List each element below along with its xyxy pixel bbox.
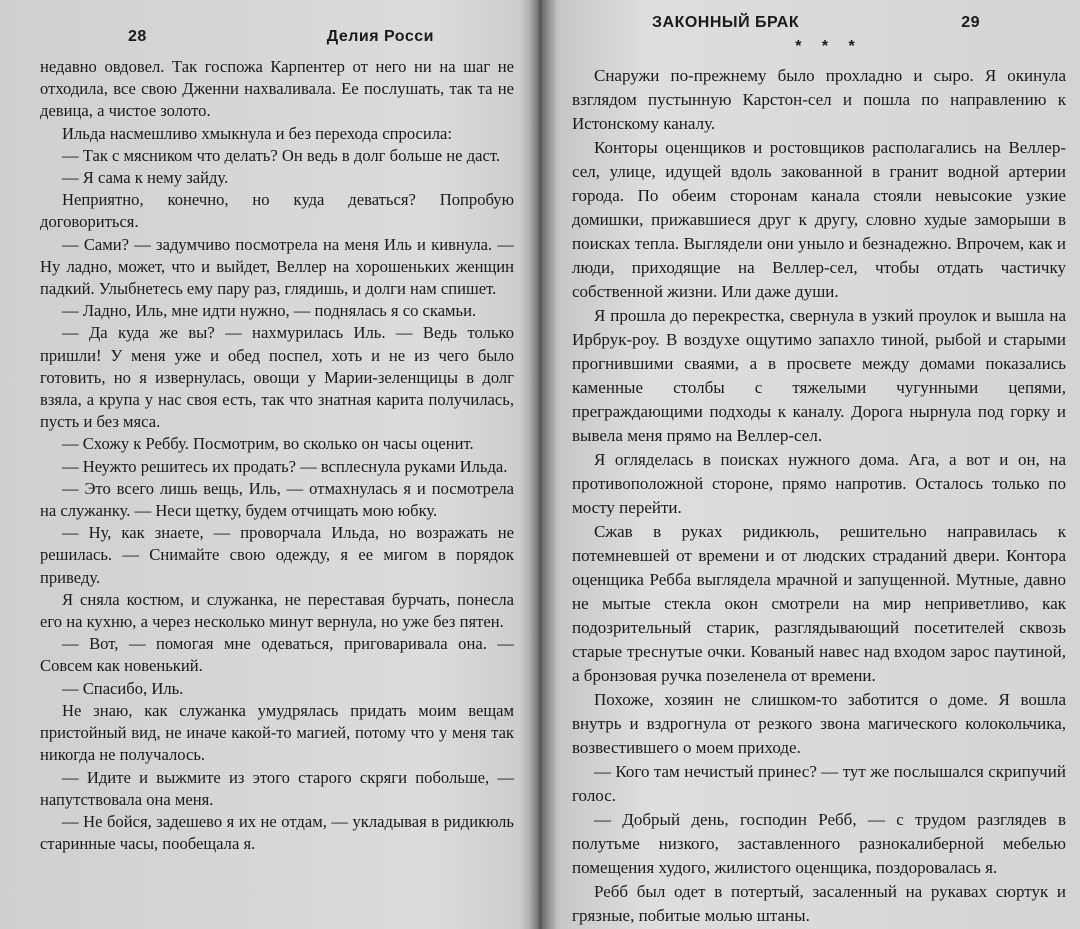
right-page-text — [572, 64, 1066, 928]
paragraph: — Не бойся, задешево я их не отдам, — укладывая в ридикюль старинные часы, пообещала я. — [40, 811, 514, 854]
paragraph: Снаружи по-прежнему было прохладно и сыро. Я окинула взглядом пустынную Карстон-сел и пошла по направлению к Истонскому каналу. — [572, 66, 1066, 133]
paragraph: Не знаю, как служанка умудрялась придать моим вещам пристойный вид, не иначе какой-то магией, потому что у меня так никогда не получалось. — [40, 700, 514, 765]
paragraph: — Это всего лишь вещь, Иль, — отмахнулась я и посмотрела на служанку. — Неси щетку, будем отчищать мою юбку. — [40, 478, 514, 521]
paragraph: — Идите и выжмите из этого старого скряги побольше, — напутствовала она меня. — [40, 767, 514, 809]
left-page-text — [40, 56, 514, 855]
paragraph: — Спасибо, Иль. — [62, 678, 184, 698]
paragraph: — Неужто решитесь их продать? — всплеснула руками Ильда. — [62, 456, 508, 476]
paragraph: — Ладно, Иль, мне идти нужно, — поднялась я со скамьи. — [62, 301, 477, 321]
paragraph: — Вот, — помогая мне одеваться, приговаривала она. — Совсем как новенький. — [40, 634, 514, 676]
paragraph: — Сами? — задумчиво посмотрела на меня Иль и кивнула. — Ну ладно, может, что и выйдет, Веллер на хорошеньких женщин падкий. Улыбнетесь ему пару раз, глядишь, и долги нам спишет. — [40, 234, 514, 299]
paragraph: — Ну, как знаете, — проворчала Ильда, но возражать не решилась. — Снимайте свою одежду, я ее мигом в порядок приведу. — [40, 523, 514, 587]
paragraph: — Да куда же вы? — нахмурилась Иль. — Ведь только пришли! У меня уже и обед поспел, хоть и не из чего было готовить, но я извернулась, овощи у Марии-зеленщицы в долг взяла, а крупа у нас своя есть, так что знатная карита получилась, пусть и без мяса. — [40, 323, 514, 432]
paragraph: — Я сама к нему зайду. — [62, 168, 229, 188]
left-running-head-author: Делия Росси — [326, 28, 434, 45]
right-running-head-title: ЗАКОННЫЙ БРАК — [652, 14, 800, 31]
paragraph: Я прошла до перекрестка, свернула в узкий проулок и вышла на Ирбрук-роу. В воздухе ощутимо запахло тиной, рыбой и старыми прогнившими сваями, а в просвете между домами показались каменные столбы с тяжелыми чугунными цепями, преграждающими подходы к каналу. Дорога нырнула под горку и вывела меня прямо на Веллер-сел. — [572, 306, 1066, 445]
right-page — [548, 0, 1080, 929]
paragraph: Похоже, хозяин не слишком-то заботится о доме. Я вошла внутрь и вздрогнула от резкого звона магического колокольчика, возвестившего о моем приходе. — [572, 690, 1066, 757]
paragraph: Я сняла костюм, и служанка, не переставая бурчать, понесла его на кухню, а через несколько минут вернула, но уже без пятен. — [40, 589, 514, 632]
paragraph: — Добрый день, господин Ребб, — с трудом разглядев в полутьме низкого, заставленного разнокалиберной мебелью помещения худого, жилистого оценщика, поздоровалась я. — [572, 810, 1066, 877]
paragraph: — Схожу к Реббу. Посмотрим, во сколько он часы оценит. — [62, 434, 474, 454]
section-break: * * * — [795, 38, 863, 55]
paragraph: Конторы оценщиков и ростовщиков располагались на Веллер-сел, улице, идущей вдоль закованной в гранит водной артерии города. По обеим сторонам канала стояли невысокие узкие домишки, прижавшиеся друг к другу, словно худые заморыши в поисках тепла. Выглядели они уныло и безнадежно. Впрочем, как и люди, приходящие на Веллер-сел, чтобы отдать частичку собственной жизни. Или даже души. — [572, 138, 1066, 301]
right-page-number: 29 — [961, 14, 980, 31]
paragraph: — Так с мясником что делать? Он ведь в долг больше не даст. — [62, 145, 501, 165]
paragraph: Ильда насмешливо хмыкнула и без перехода спросила: — [62, 123, 453, 143]
paragraph: недавно овдовел. Так госпожа Карпентер от него ни на шаг не отходила, все свою Дженни нахваливала. Ее послушать, так та не девица, а чистое золото. — [40, 57, 514, 121]
right-running-head — [572, 14, 1066, 32]
paragraph: Ребб был одет в потертый, засаленный на рукавах сюртук и грязные, побитые молью штаны. — [572, 882, 1066, 925]
paragraph: — Кого там нечистый принес? — тут же послышался скрипучий голос. — [572, 762, 1066, 805]
paragraph: Я огляделась в поисках нужного дома. Ага, а вот и он, на противоположной стороне, прямо напротив. Осталось только по мосту перейти. — [572, 450, 1066, 517]
left-page-number: 28 — [128, 28, 147, 45]
left-running-head — [40, 28, 514, 46]
paragraph: Неприятно, конечно, но куда деваться? Попробую договориться. — [40, 190, 514, 232]
paragraph: Сжав в руках ридикюль, решительно направилась к потемневшей от времени и от людских страданий двери. Контора оценщика Ребба выглядела мрачной и запущенной. Мутные, давно не мытые стекла окон смотрели на мир неприветливо, как подозрительный старик, разглядывающий посетителей сквозь старые треснутые очки. Кованый навес над входом зарос паутиной, а бронзовая ручка позеленела от времени. — [572, 522, 1066, 685]
